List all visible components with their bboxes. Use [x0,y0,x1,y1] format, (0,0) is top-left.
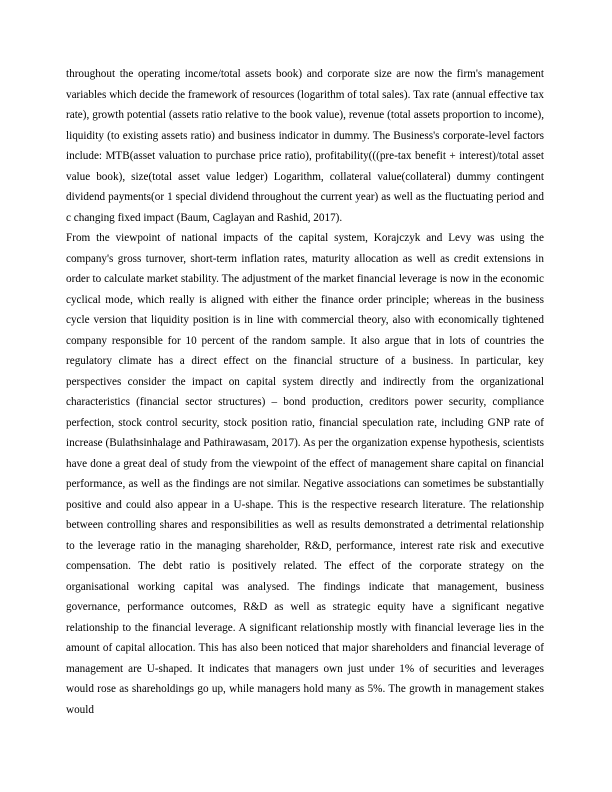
paragraph-capital-structure-variables: throughout the operating income/total assets book) and corporate size are now the firm's management variables which decide the framework of resources (logarithm of total sales). Tax rate (annual effective tax rate), growth potential (assets ratio relative to the book value), revenue (total assets proportion to income), liquidity (to existing assets ratio) and business indicator in dummy. The Business's corporate-level factors include: MTB(asset valuation to purchase price ratio), profitability(((pre-tax benefit + interest)/total asset value book), size(total asset value ledger) Logarithm, collateral value(collateral) dummy contingent dividend payments(or 1 special dividend throughout the current year) as well as the fluctuating period and c changing fixed impact (Baum, Caglayan and Rashid, 2017). [66,68,544,224]
document-page [66,64,544,720]
paragraph-national-impacts: From the viewpoint of national impacts of the capital system, Korajczyk and Levy was using the company's gross turnover, short-term inflation rates, maturity allocation as well as credit extensions in order to calculate market stability. The adjustment of the market financial leverage is now in the economic cyclical mode, which really is aligned with either the finance order principle; whereas in the business cycle version that liquidity position is in line with commercial theory, also with economically tightened company responsible for 10 percent of the random sample. It also argue that in lots of countries the regulatory climate has a direct effect on the financial structure of a business. In particular, key perspectives consider the impact on capital system directly and indirectly from the organizational characteristics (financial sector structures) – bond production, creditors power security, compliance perfection, stock control security, stock position ratio, financial speculation rate, including GNP rate of increase (Bulathsinhalage and Pathirawasam, 2017). As per the organization expense hypothesis, scientists have done a great deal of study from the viewpoint of the effect of management share capital on financial performance, as well as the findings are not similar. Negative associations can sometimes be substantially positive and could also appear in a U-shape. This is the respective research literature. The relationship between controlling shares and responsibilities as well as results demonstrated a detrimental relationship to the leverage ratio in the managing shareholder, R&D, performance, interest rate risk and executive compensation. The debt ratio is positively related. The effect of the corporate strategy on the organisational working capital was analysed. The findings indicate that management, business governance, performance outcomes, R&D as well as strategic equity have a significant negative relationship to the financial leverage. A significant relationship mostly with financial leverage lies in the amount of capital allocation. This has also been noticed that major shareholders and financial leverage of management are U-shaped. It indicates that managers own just under 1% of securities and leverages would rose as shareholdings go up, while managers hold many as 5%. The growth in management stakes would [66,232,544,716]
